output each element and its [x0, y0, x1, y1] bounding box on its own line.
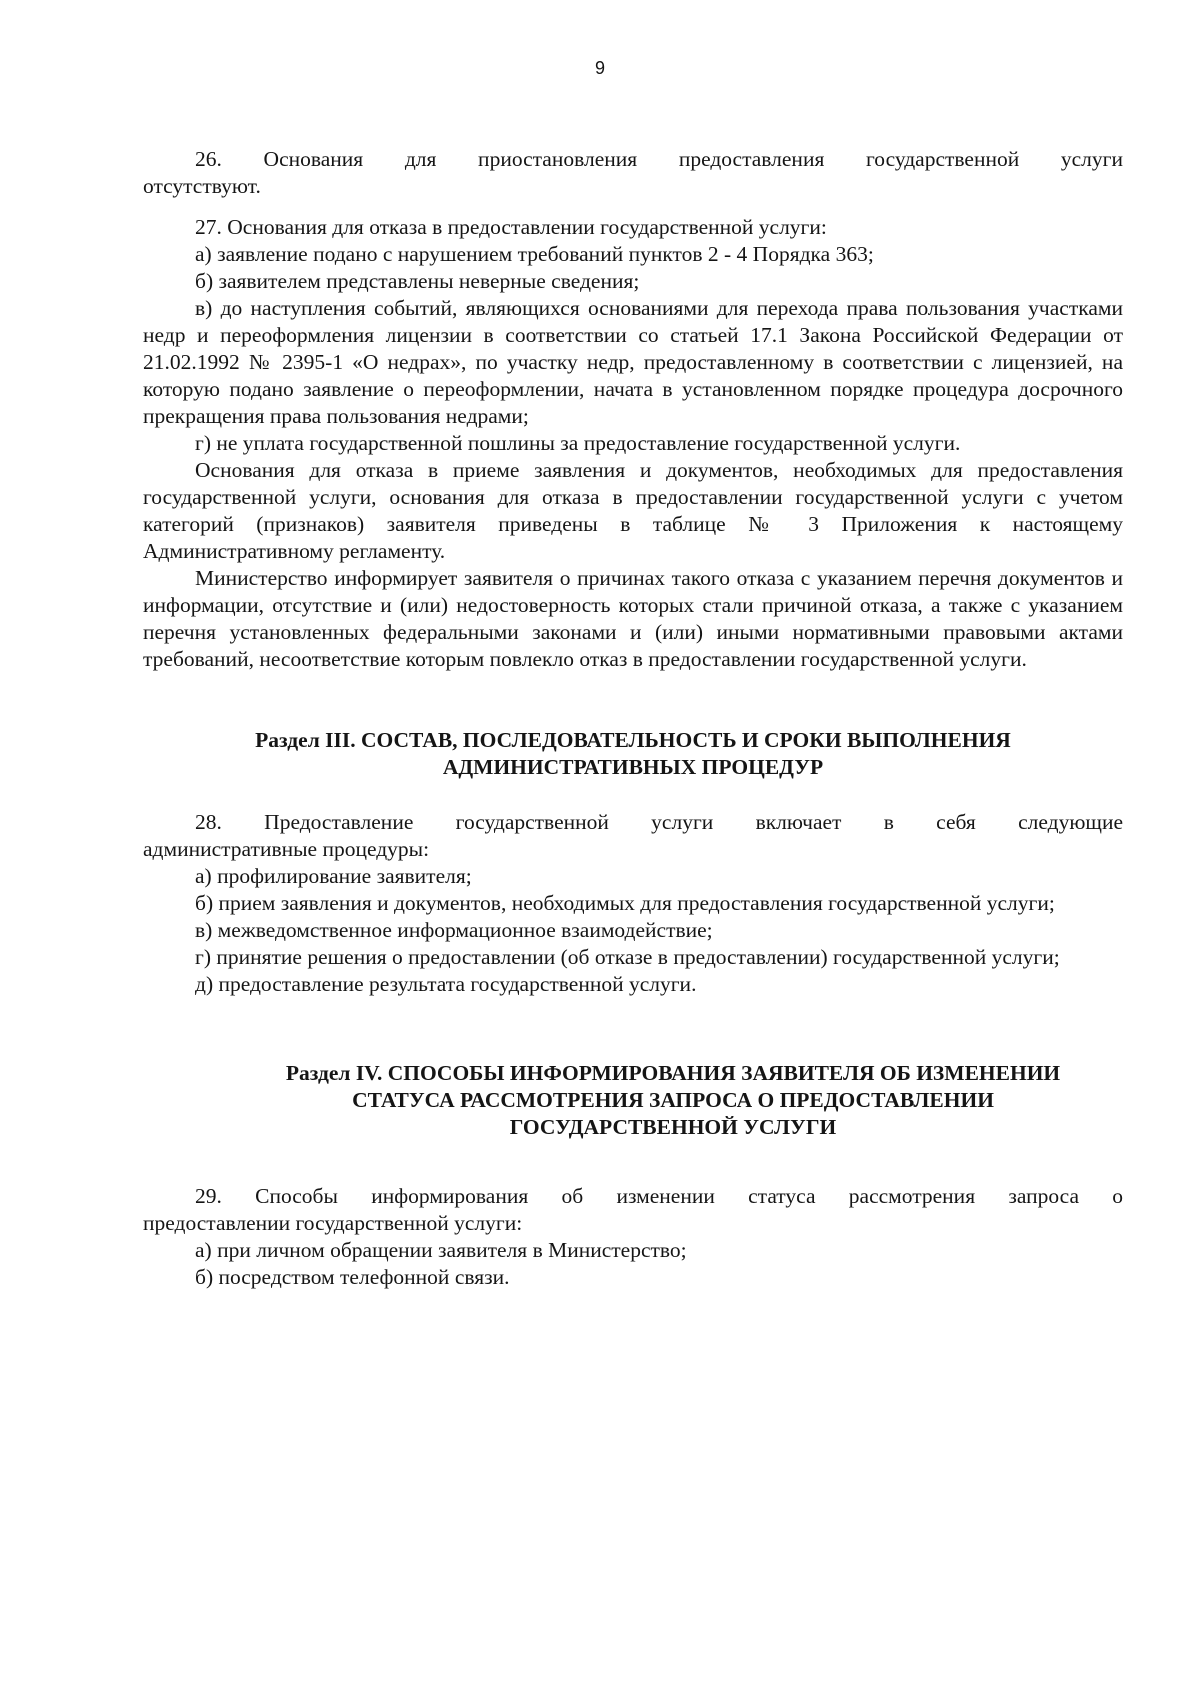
p27-item-a: а) заявление подано с нарушением требований пунктов 2 - 4 Порядка 363; — [195, 242, 874, 266]
p29-line2: предоставлении государственной услуги: — [143, 1211, 523, 1235]
p27-grounds: Основания для отказа в приеме заявления и документов, необходимых для предоставления государственной услуги, основания для отказа в предоставлении государственной услуги с учетом категорий (признаков) заявителя приведены в таблице № 3 Приложения к настоящему Административному регламенту. — [143, 458, 1123, 563]
p28-line2: административные процедуры: — [143, 837, 430, 861]
section-4-heading-line1: Раздел IV. СПОСОБЫ ИНФОРМИРОВАНИЯ ЗАЯВИТЕЛЯ ОБ ИЗМЕНЕНИИ — [285, 1061, 1061, 1085]
p29-item-a: а) при личном обращении заявителя в Министерство; — [195, 1238, 687, 1262]
p29-item-b: б) посредством телефонной связи. — [195, 1265, 510, 1289]
p27-item-v: в) до наступления событий, являющихся основаниями для перехода права пользования участками недр и переоформления лицензии в соответствии со статьей 17.1 Закона Российской Федерации от 21.02.1992 № 2395-1 «О недрах», по участку недр, предоставленному в соответствии с лицензией, на которую подано заявление о переоформлении, начата в установленном порядке процедура досрочного прекращения права пользования недрами; — [143, 296, 1123, 428]
section-4-heading-line2: СТАТУСА РАССМОТРЕНИЯ ЗАПРОСА О ПРЕДОСТАВЛЕНИИ — [352, 1088, 994, 1112]
p27-item-g: г) не уплата государственной пошлины за предоставление государственной услуги. — [195, 431, 961, 455]
p26-line1: 26. Основания для приостановления предоставления государственной услуги — [195, 147, 1123, 171]
section-4-heading-line3: ГОСУДАРСТВЕННОЙ УСЛУГИ — [509, 1115, 837, 1139]
document-body — [143, 146, 1123, 1291]
p28-item-d: д) предоставление результата государственной услуги. — [195, 972, 697, 996]
p28-item-b: б) прием заявления и документов, необходимых для предоставления государственной услуги; — [195, 891, 1055, 915]
section-3-heading-line1: Раздел III. СОСТАВ, ПОСЛЕДОВАТЕЛЬНОСТЬ И СРОКИ ВЫПОЛНЕНИЯ — [255, 728, 1011, 752]
p28-item-a: а) профилирование заявителя; — [195, 864, 472, 888]
p27-ministry: Министерство информирует заявителя о причинах такого отказа с указанием перечня документов и информации, отсутствие и (или) недостоверность которых стали причиной отказа, а также с указанием перечня установленных федеральными законами и (или) иными нормативными правовыми актами требований, несоответствие которым повлекло отказ в предоставлении государственной услуги. — [143, 566, 1123, 671]
p29-line1: 29. Способы информирования об изменении статуса рассмотрения запроса о — [195, 1184, 1123, 1208]
p27-item-b: б) заявителем представлены неверные сведения; — [195, 269, 640, 293]
section-3-heading-line2: АДМИНИСТРАТИВНЫХ ПРОЦЕДУР — [442, 755, 824, 779]
p28-item-g: г) принятие решения о предоставлении (об отказе в предоставлении) государственной услуги; — [195, 945, 1060, 969]
p28-item-v: в) межведомственное информационное взаимодействие; — [195, 918, 713, 942]
p28-line1: 28. Предоставление государственной услуги включает в себя следующие — [195, 810, 1123, 834]
page-number: 9 — [594, 58, 605, 78]
p26-line2: отсутствуют. — [143, 174, 261, 198]
p27-title: 27. Основания для отказа в предоставлении государственной услуги: — [195, 215, 827, 239]
